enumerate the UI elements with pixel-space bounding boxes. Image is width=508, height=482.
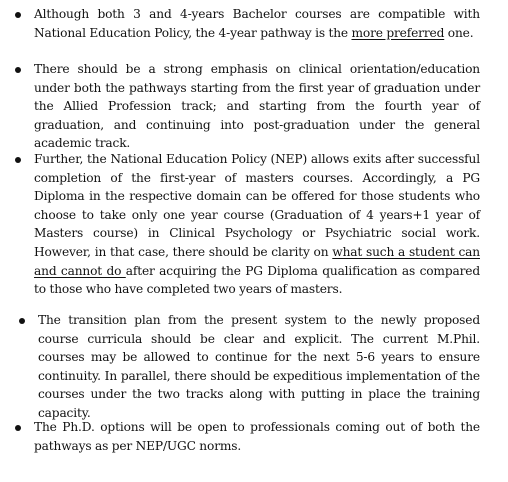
bullet-dot-icon xyxy=(15,67,21,73)
text-segment: Further, the National Education Policy (NEP) allows exits after successful completion of the first-year of masters courses. Accordingly, a PG Diploma in the respective domain can be offered for those students who choose to take only one year course (Graduation of 4 years+1 year of Masters course) in Clinical Psychology or Psychiatric social work. However, in that case, there should be clarity on xyxy=(34,152,480,259)
text-segment: There should be a strong emphasis on clinical orientation/education under both the pathways starting from the first year of graduation under the Allied Profession track; and starting from the fourth year of graduation, and continuing into post-graduation under the general academic track. xyxy=(34,62,480,151)
bullet-paragraph xyxy=(34,150,480,299)
text-segment: one. xyxy=(444,25,474,40)
bullet-dot-icon xyxy=(15,157,21,163)
underlined-text: what such a student can and cannot do xyxy=(34,244,480,278)
bullet-dot-icon xyxy=(19,318,25,324)
text-segment: The transition plan from the present system to the newly proposed course curricula should be clear and explicit. The current M.Phil. courses may be allowed to continue for the next 5-6 years to ensure continuity. In parallel, there should be expeditious implementation of the courses under the two tracks along with putting in place the training capacity. xyxy=(38,313,480,420)
bullet-dot-icon xyxy=(15,425,21,431)
bullet-paragraph xyxy=(34,418,480,455)
text-segment: The Ph.D. options will be open to professionals coming out of both the pathways as per NEP/UGC norms. xyxy=(34,420,480,453)
bullet-dot-icon xyxy=(15,12,21,18)
text-segment: Although both 3 and 4-years Bachelor courses are compatible with National Education Policy, the 4-year pathway is the xyxy=(34,7,480,40)
underlined-text: more preferred xyxy=(351,25,445,40)
text-segment: after acquiring the PG Diploma qualification as compared to those who have completed two years of masters. xyxy=(34,263,480,297)
bullet-paragraph xyxy=(38,311,480,423)
bullet-paragraph xyxy=(34,5,480,42)
bullet-paragraph xyxy=(34,60,480,153)
